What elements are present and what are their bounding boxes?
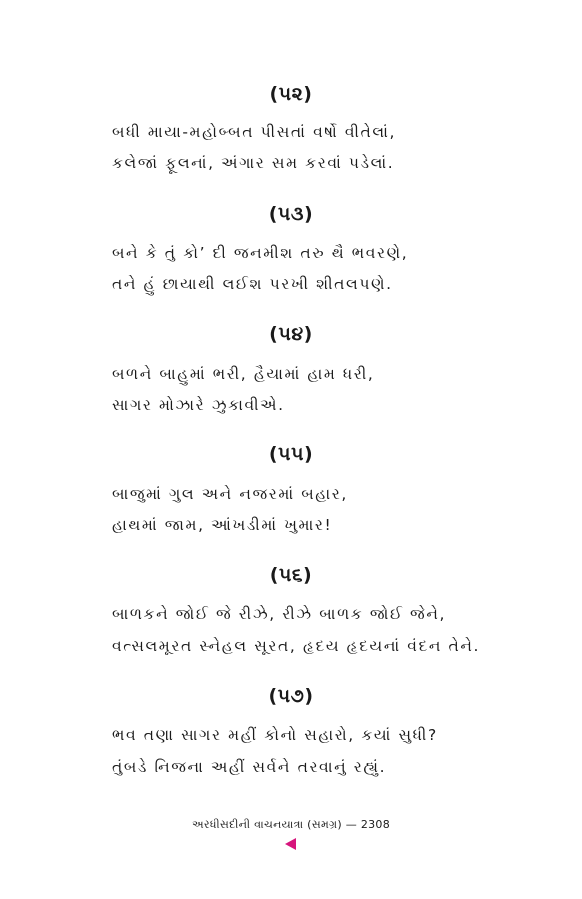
verse-line: બાજુમાં ગુલ અને નજરમાં બહાર,	[112, 485, 348, 503]
book-title: અરધીસદીની વાચનયાત્રા (સમગ્ર)	[191, 818, 342, 831]
verse-number: (૫૩)	[268, 203, 314, 225]
verse-line: બળને બાહુમાં ભરી, હૈયામાં હામ ધરી,	[112, 365, 375, 383]
verse-number: (૫૨)	[269, 83, 313, 105]
verse-line: બધી માયા-મહોબ્બત પીસતાં વર્ષો વીતેલાં,	[112, 123, 397, 141]
verse-line: વત્સલમૂરત સ્નેહલ સૂરત, હૃદય હૃદયનાં વંદન તેને.	[112, 637, 481, 655]
page-footer	[0, 818, 582, 832]
verse-number: (૫૬)	[269, 564, 313, 586]
verse-number: (૫૪)	[269, 323, 313, 345]
verse-line: તને હું છાયાથી લઈશ પરખી શીતલપણે.	[112, 275, 393, 293]
verse-line: બને કે તું કો’ દી જનમીશ તરુ થૈ ભવરણે,	[112, 244, 409, 262]
verse-line: કલેજાં ફૂલનાં, અંગાર સમ કરવાં પડેલાં.	[112, 154, 395, 172]
verse-number: (૫૫)	[268, 443, 314, 465]
verse-number: (૫૭)	[268, 685, 314, 707]
verse-line: ભવ તણા સાગર મહીં કોનો સહારો, કયાં સુધી?	[112, 726, 438, 744]
verse-line: તુંબડે નિજના અહીં સર્વને તરવાનું રહ્યું.	[112, 758, 387, 776]
verse-line: હાથમાં જામ, આંખડીમાં ખુમાર!	[112, 516, 333, 534]
verse-line: બાળકને જોઈ જે રીઝે, રીઝે બાળક જોઈ જેને,	[112, 605, 446, 623]
page-number: — 2308	[345, 818, 391, 831]
previous-page-arrow-icon[interactable]	[285, 838, 296, 850]
verse-line: સાગર મોઝારે ઝુકાવીએ.	[112, 396, 285, 414]
